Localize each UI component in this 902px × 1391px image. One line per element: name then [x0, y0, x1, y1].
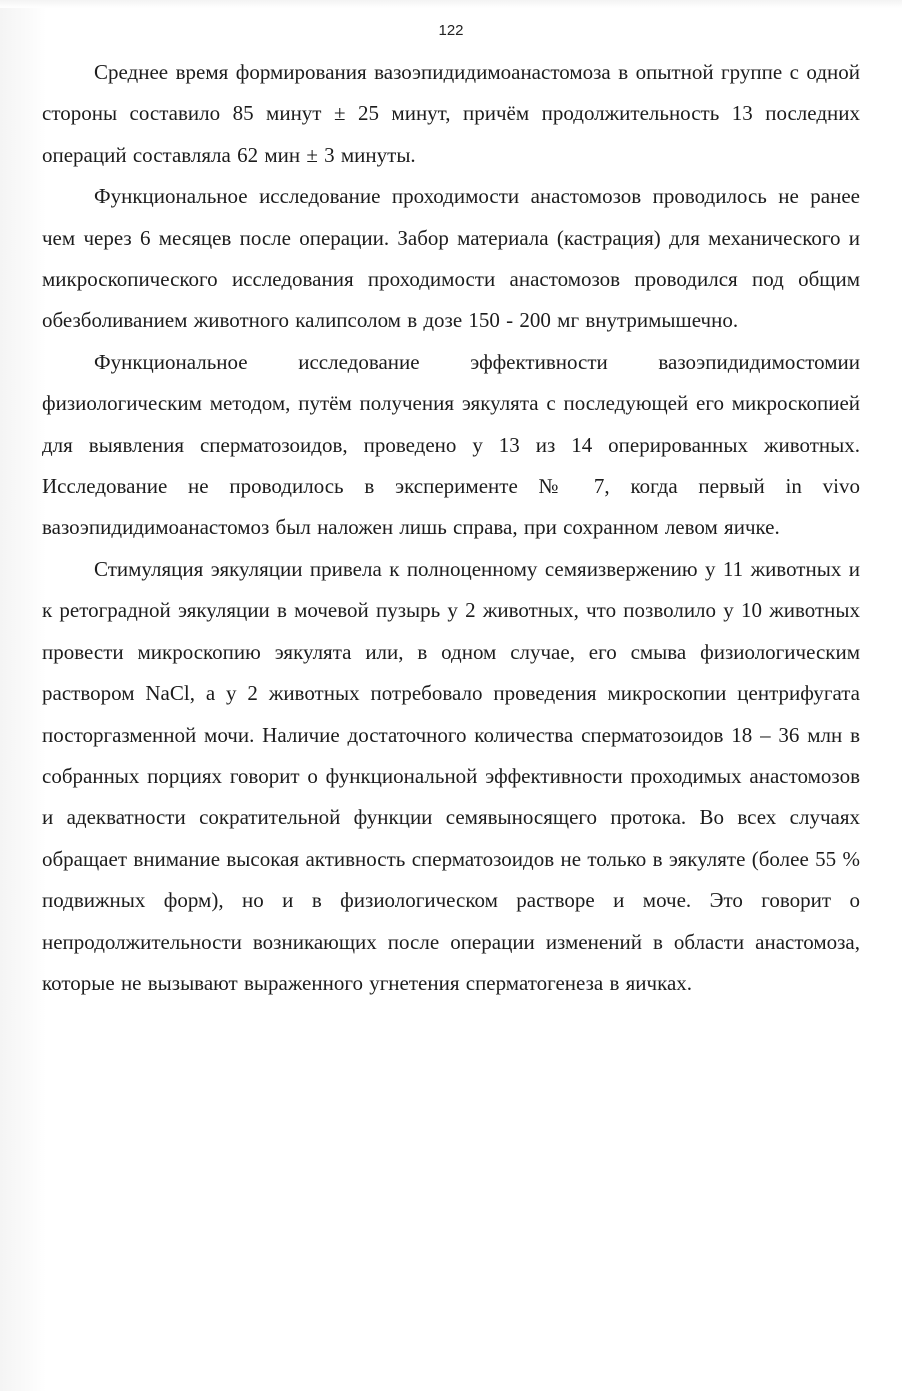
- scan-shadow-edge: [0, 0, 46, 1391]
- paragraph-ejaculation-results: Стимуляция эякуляции привела к полноценному семяизвержению у 11 животных и к ретоградной эякуляции в мочевой пузырь у 2 животных, что позволило у 10 животных провести микроскопию эякулята или, в одном случае, его смыва физиологическим раствором NaCl, а у 2 животных потребовало проведения микроскопии центрифугата посторгазменной мочи. Наличие достаточного количества сперматозоидов 18 – 36 млн в собранных порциях говорит о функциональной эффективности проходимых анастомозов и адекватности сократительной функции семявыносящего протока. Во всех случаях обращает внимание высокая активность сперматозоидов не только в эякуляте (более 55 % подвижных форм), но и в физиологическом растворе и моче. Это говорит о непродолжительности возникающих после операции изменений в области анастомоза, которые не вызывают выраженного угнетения сперматогенеза в яичках.: [42, 556, 860, 995]
- page-number: 122: [438, 22, 464, 39]
- paragraph-patency-study: Функциональное исследование проходимости анастомозов проводилось не ранее чем через 6 месяцев после операции. Забор материала (кастрация) для механического и микроскопического исследования проходимости анастомозов проводился под общим обезболиванием животного калипсолом в дозе 150 - 200 мг внутримышечно.: [42, 184, 860, 333]
- scan-shadow-top: [0, 0, 902, 8]
- paragraph-physiological-method: Функциональное исследование эффективности вазоэпидидимостомии физиологическим методом, путём получения эякулята с последующей его микроскопией для выявления сперматозоидов, проведено у 13 из 14 оперированных животных. Исследование не проводилось в эксперименте № 7, когда первый in vivo вазоэпидидимоанастомоз был наложен лишь справа, при сохранном левом яичке.: [42, 349, 860, 540]
- document-body: [42, 52, 860, 1004]
- paragraph-anastomosis-time: Среднее время формирования вазоэпидидимоанастомоза в опытной группе с одной стороны составило 85 минут ± 25 минут, причём продолжительность 13 последних операций составляла 62 мин ± 3 минуты.: [42, 60, 860, 167]
